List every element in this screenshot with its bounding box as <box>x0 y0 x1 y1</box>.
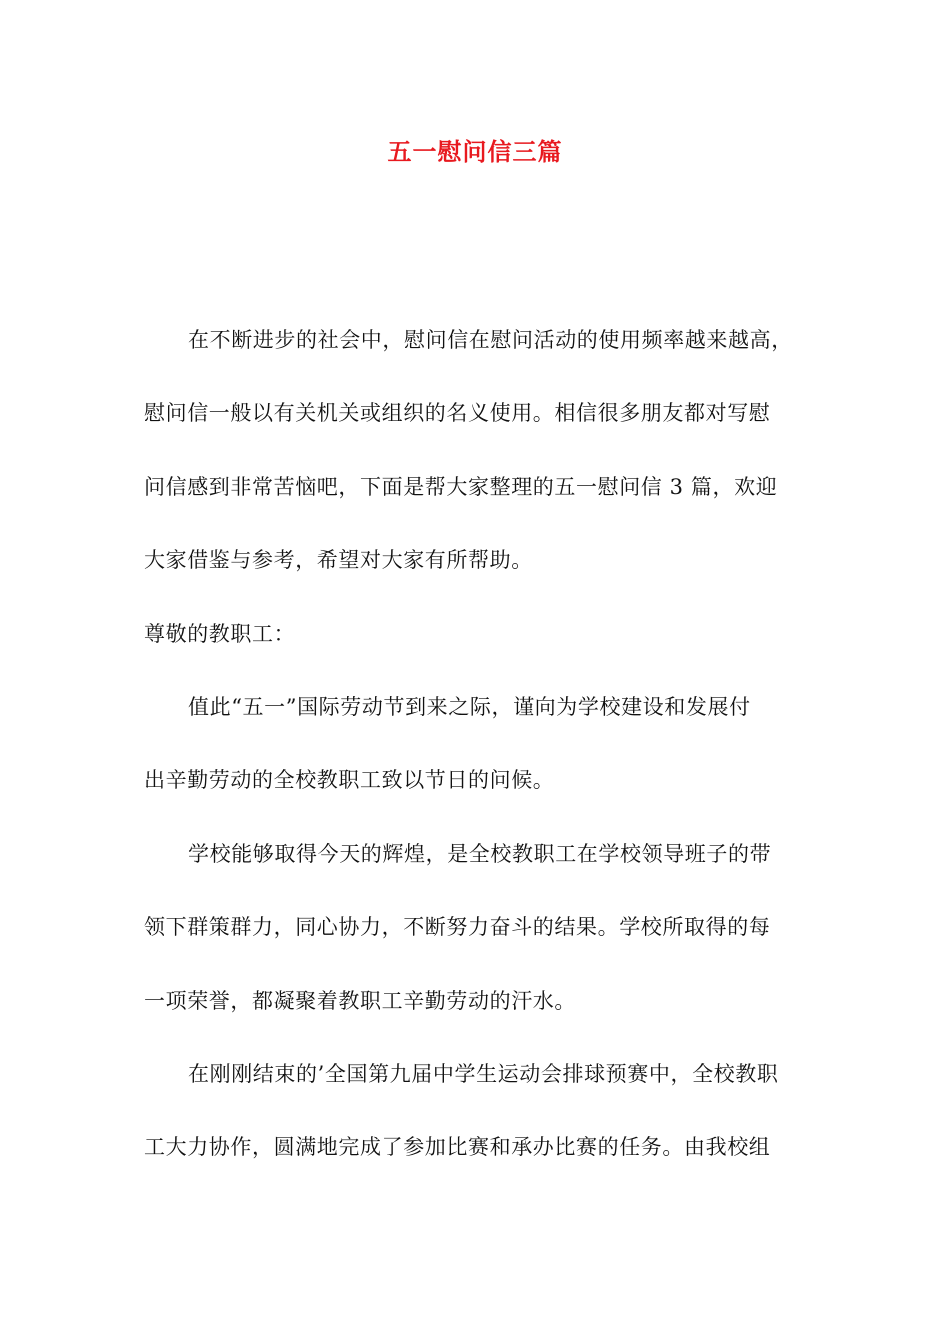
paragraph-line: 慰问信一般以有关机关或组织的名义使用。相信很多朋友都对写慰 <box>144 401 771 426</box>
paragraph-line: 出辛勤劳动的全校教职工致以节日的问候。 <box>144 768 555 793</box>
document-title: 五一慰问信三篇 <box>387 138 563 166</box>
paragraph-line: 在不断进步的社会中，慰问信在慰问活动的使用频率越来越高， <box>188 328 793 352</box>
paragraph-line: 值此“五一”国际劳动节到来之际，谨向为学校建设和发展付 <box>188 694 751 719</box>
document-body <box>144 320 824 1201</box>
paragraph-line: 领下群策群力，同心协力，不断努力奋斗的结果。学校所取得的每 <box>144 915 771 940</box>
paragraph-line: 问信感到非常苦恼吧，下面是帮大家整理的五一慰问信 3 篇，欢迎 <box>144 474 778 499</box>
paragraph-line: 大家借鉴与参考，希望对大家有所帮助。 <box>144 548 533 573</box>
paragraph-line: 工大力协作，圆满地完成了参加比赛和承办比赛的任务。由我校组 <box>144 1135 771 1160</box>
paragraph-line: 一项荣誉，都凝聚着教职工辛勤劳动的汗水。 <box>144 988 576 1013</box>
paragraph-line: 在刚刚结束的’全国第九届中学生运动会排球预赛中，全校教职 <box>188 1061 779 1086</box>
paragraph-line: 学校能够取得今天的辉煌，是全校教职工在学校领导班子的带 <box>188 841 772 866</box>
salutation-line: 尊敬的教职工： <box>144 621 296 646</box>
